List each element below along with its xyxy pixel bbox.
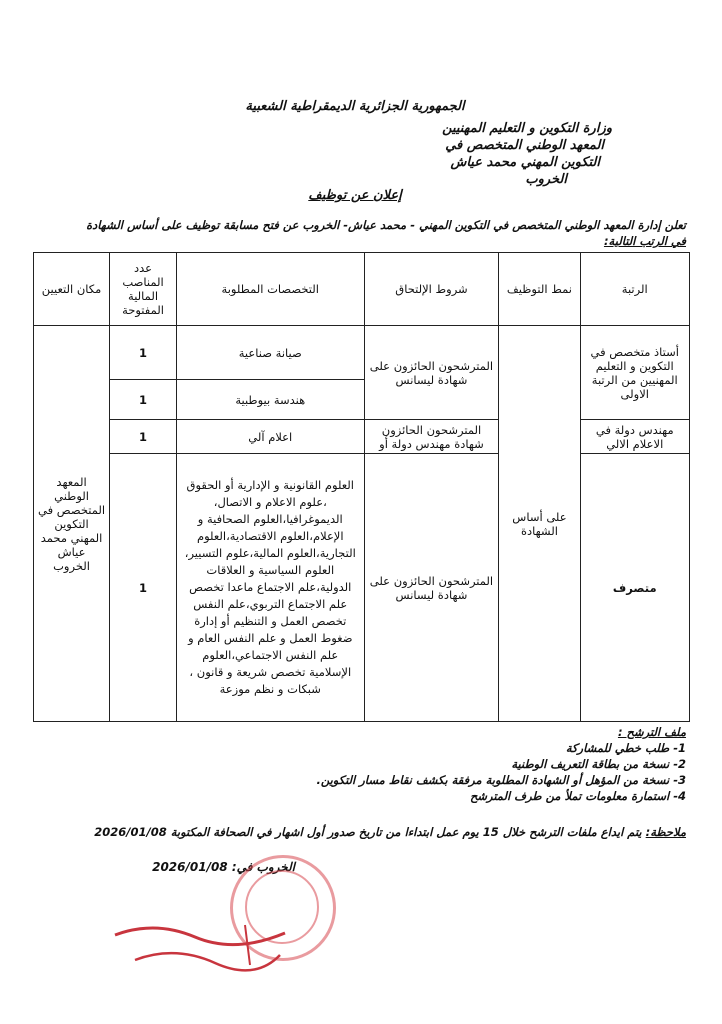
- note-text: يتم ايداع ملفات الترشح خلال 15 يوم عمل ابتداءا من تاريخ صدور أول اشهار في الصحافة المكتوبة 2026/01/08: [94, 825, 642, 839]
- application-file-list: [26, 724, 686, 804]
- header-location: مكان التعيين: [34, 253, 110, 326]
- ministry-line: المعهد الوطني المتخصص في: [445, 138, 604, 153]
- table-header-row: [34, 253, 690, 326]
- positions-cell: 1: [110, 420, 177, 454]
- director-signature: [95, 915, 295, 975]
- files-title: ملف الترشح :: [617, 725, 686, 739]
- ministry-line: التكوين المهني محمد عياش: [450, 155, 600, 170]
- intro-line: في الرتب التالية:: [603, 234, 686, 248]
- list-item: 4- استمارة معلومات تملأ من طرف المترشح: [469, 789, 686, 803]
- conditions-cell: المترشحون الحائزون شهادة مهندس دولة أو: [364, 420, 499, 454]
- republic-header: الجمهورية الجزائرية الديمقراطية الشعبية: [245, 99, 465, 114]
- note: [26, 824, 686, 841]
- intro-line: تعلن إدارة المعهد الوطني المتخصص في التكوين المهني - محمد عياش- الخروب عن فتح مسابقة توظيف على أساس الشهادة: [86, 218, 686, 232]
- header-conditions: شروط الإلتحاق: [364, 253, 499, 326]
- header-mode: نمط التوظيف: [499, 253, 580, 326]
- announcement-title: إعلان عن توظيف: [308, 188, 402, 203]
- positions-cell: 1: [110, 454, 177, 722]
- specialty-cell: صيانة صناعية: [176, 326, 364, 380]
- conditions-cell: المترشحون الحائزون على شهادة ليسانس: [364, 454, 499, 722]
- place-date: الخروب في: 2026/01/08: [152, 860, 295, 874]
- ministry-line: وزارة التكوين و التعليم المهنيين: [442, 121, 612, 136]
- list-item: 2- نسخة من بطاقة التعريف الوطنية: [511, 757, 686, 771]
- specialty-cell: اعلام آلي: [176, 420, 364, 454]
- header-rank: الرتبة: [580, 253, 690, 326]
- list-item: 3- نسخة من المؤهل أو الشهادة المطلوبة مرفقة بكشف نقاط مسار التكوين.: [316, 773, 686, 787]
- header-positions: عدد المناصب المالية المفتوحة: [110, 253, 177, 326]
- note-label: ملاحظة:: [645, 825, 686, 839]
- ministry-line: الخروب: [525, 172, 567, 187]
- rank-cell: متصرف: [580, 454, 690, 722]
- table-row: [34, 326, 690, 380]
- conditions-cell: المترشحون الحائزون على شهادة ليسانس: [364, 326, 499, 420]
- specialty-cell: العلوم القانونية و الإدارية أو الحقوق ،علوم الاعلام و الاتصال، الديموغرافيا،العلوم الصحافية و الإعلام،العلوم الاقتصادية،العلوم التجارية،العلوم المالية،علوم التسيير، العلوم السياسية و العلاقات الدولية،علم الاجتماع ماعدا تخصص علم الاجتماع التربوي،علم النفس تخصص العمل و التنظيم أو إدارة ضغوط العمل و علم النفس العام و علم النفس الاجتماعي،العلوم الإسلامية تخصص شريعة و قانون ، شبكات و نظم موزعة: [176, 454, 364, 722]
- mode-cell: على أساس الشهادة: [499, 326, 580, 722]
- location-cell: المعهد الوطني المتخصص في التكوين المهني محمد عياش الخروب: [34, 326, 110, 722]
- specialty-cell: هندسة بيوطبية: [176, 380, 364, 420]
- table-row: [34, 454, 690, 722]
- header-specialties: التخصصات المطلوبة: [176, 253, 364, 326]
- table-row: [34, 420, 690, 454]
- rank-cell: أستاذ متخصص في التكوين و التعليم المهنيين من الرتبة الاولى: [580, 326, 690, 420]
- positions-cell: 1: [110, 380, 177, 420]
- announcement-intro: [26, 217, 686, 249]
- list-item: 1- طلب خطي للمشاركة: [565, 741, 686, 755]
- ministry-block: [352, 120, 612, 188]
- recruitment-table: [33, 252, 690, 722]
- positions-cell: 1: [110, 326, 177, 380]
- rank-cell: مهندس دولة في الاعلام الالي: [580, 420, 690, 454]
